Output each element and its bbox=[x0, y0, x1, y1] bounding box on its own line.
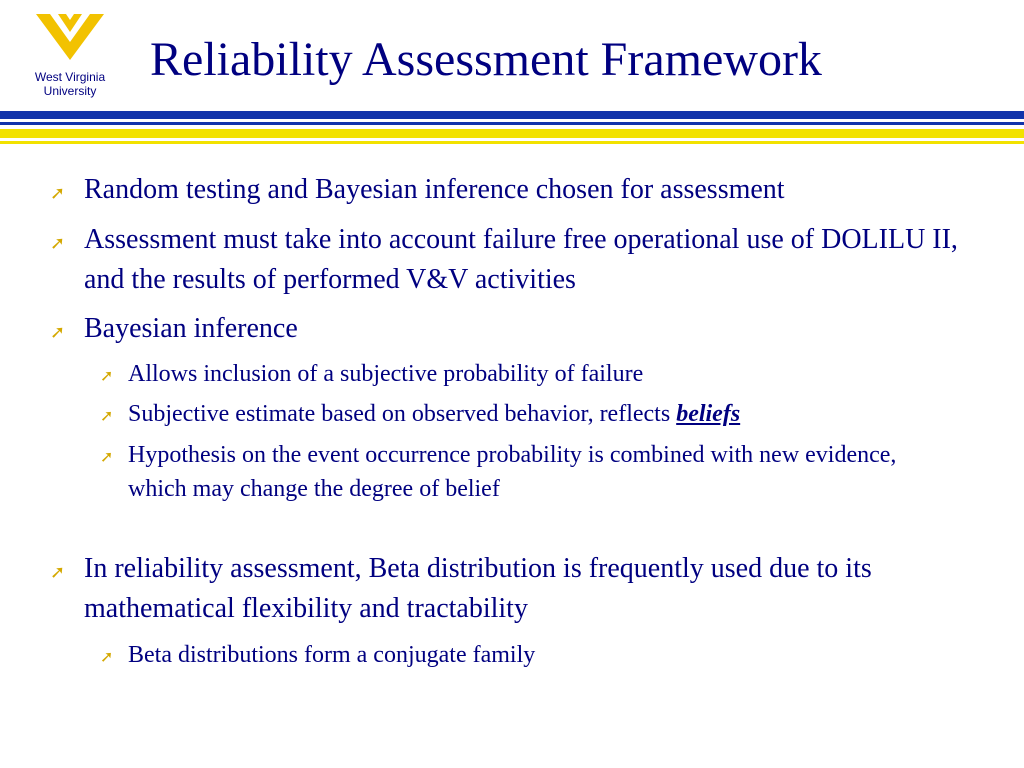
bullet-text: Random testing and Bayesian inference chosen for assessment bbox=[84, 174, 785, 205]
flying-wv-logo-icon bbox=[36, 14, 104, 64]
bullet-item bbox=[50, 549, 1004, 629]
arrow-up-right-icon: ➚ bbox=[50, 322, 66, 343]
arrow-up-right-icon: ➚ bbox=[50, 233, 66, 254]
logo-text-line1: West Virginia bbox=[34, 70, 106, 84]
slide-title: Reliability Assessment Framework bbox=[150, 33, 822, 86]
wvu-logo bbox=[22, 14, 118, 98]
arrow-up-right-icon: ➚ bbox=[100, 366, 114, 385]
arrow-up-right-icon: ➚ bbox=[100, 406, 114, 425]
sub-bullet-text: Subjective estimate based on observed behavior, reflects bbox=[128, 401, 677, 427]
sub-bullet-item bbox=[100, 438, 948, 506]
sub-bullet-text: Allows inclusion of a subjective probability of failure bbox=[128, 361, 644, 387]
sub-bullet-item bbox=[100, 357, 948, 391]
bullet-text: Bayesian inference bbox=[84, 313, 298, 344]
sub-bullet-item bbox=[100, 638, 948, 672]
header-stripe-yellow-thin bbox=[0, 141, 1024, 144]
header-stripe-yellow-thick bbox=[0, 129, 1024, 138]
arrow-up-right-icon: ➚ bbox=[100, 647, 114, 666]
bullet-text: Assessment must take into account failure free operational use of DOLILU II, and the results of performed V&V activities bbox=[84, 224, 958, 295]
bullet-item bbox=[50, 170, 1004, 210]
bullet-item bbox=[50, 220, 1004, 300]
sub-bullet-text: Beta distributions form a conjugate family bbox=[128, 642, 536, 668]
bullet-item bbox=[50, 309, 1004, 349]
sub-bullet-text: Hypothesis on the event occurrence probability is combined with new evidence, which may change the degree of belief bbox=[128, 442, 897, 502]
logo-text-line2: University bbox=[43, 84, 97, 98]
arrow-up-right-icon: ➚ bbox=[50, 562, 66, 583]
emphasized-word: beliefs bbox=[676, 401, 741, 427]
arrow-up-right-icon: ➚ bbox=[50, 183, 66, 204]
header-stripe-blue-thin bbox=[0, 122, 1024, 125]
header-stripe-blue-thick bbox=[0, 111, 1024, 119]
logo-text bbox=[22, 70, 118, 98]
bullet-text: In reliability assessment, Beta distribution is frequently used due to its mathematical flexibility and tractability bbox=[84, 553, 872, 624]
sub-bullet-item bbox=[100, 397, 948, 431]
arrow-up-right-icon: ➚ bbox=[100, 447, 114, 466]
